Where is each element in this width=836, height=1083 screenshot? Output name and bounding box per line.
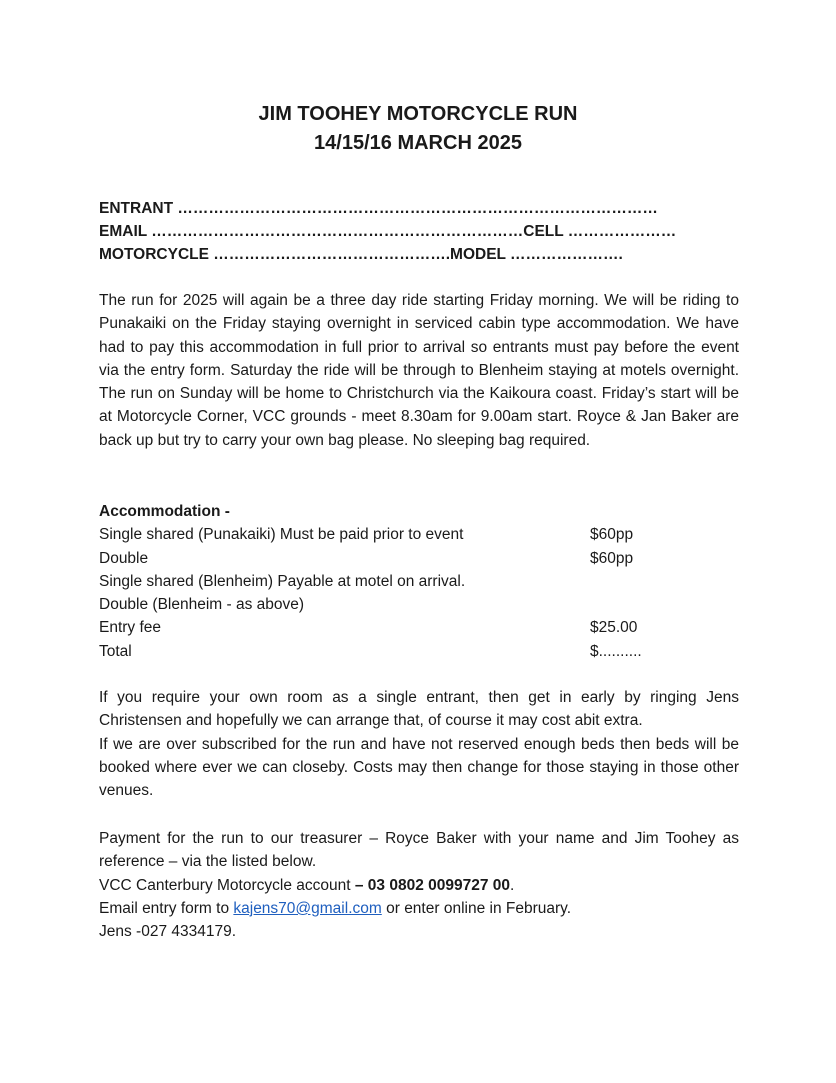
single-room-note: If you require your own room as a single entrant, then get in early by ringing Jens Christensen and hopefully we can arrange that, of course it may cost abit extra. [99, 689, 739, 730]
entry-fee-label: Entry fee [99, 619, 162, 637]
intro-paragraph: The run for 2025 will again be a three day ride starting Friday morning. We will be riding to Punakaiki on the Friday staying overnight in serviced cabin type accommodation. We have had to pay this accommodation in full prior to arrival so entrants must pay before the event via the entry form. Saturday the ride will be through to Blenheim staying at motels overnight. The run on Sunday will be home to Christchurch via the Kaikoura coast. Friday’s start will be at Motorcycle Corner, VCC grounds - meet 8.30am for 9.00am start. Royce & Jan Baker are back up but try to carry your own bag please. No sleeping bag required. [99, 292, 739, 449]
title-event-dates: 14/15/16 MARCH 2025 [314, 132, 522, 154]
payment-section [99, 827, 739, 943]
accommodation-row [99, 570, 739, 593]
notes-section [99, 686, 739, 802]
accommodation-heading: Accommodation - [99, 503, 230, 520]
email-suffix: or enter online in February. [381, 899, 572, 917]
total-amount-field: $.......... [590, 642, 642, 660]
contact-phone: Jens -027 4334179. [99, 923, 237, 941]
entry-fee-price: $25.00 [590, 619, 638, 637]
account-line [99, 874, 739, 897]
accommodation-row [99, 547, 739, 570]
entry-fee-row [99, 616, 739, 639]
accommodation-label: Single shared (Punakaiki) Must be paid prior to event [99, 526, 464, 544]
email-line [99, 897, 739, 920]
oversubscribed-note: If we are over subscribed for the run and have not reserved enough beds then beds will be booked where ever we can closeby. Costs may then change for those staying in those other venues. [99, 735, 739, 800]
accommodation-label: Single shared (Blenheim) Payable at motel on arrival. [99, 572, 466, 590]
entrant-field: ENTRANT ………………………………………………………………………………… [99, 200, 658, 217]
account-number: – 03 0802 0099727 00 [354, 876, 511, 894]
payment-instructions: Payment for the run to our treasurer – Royce Baker with your name and Jim Toohey as reference – via the listed below. [99, 830, 739, 871]
account-suffix: . [510, 876, 515, 894]
account-label: VCC Canterbury Motorcycle account [99, 876, 355, 894]
email-label: Email entry form to [99, 899, 234, 917]
motorcycle-model-field: MOTORCYCLE ……………………………………….MODEL …………………. [99, 246, 623, 263]
document-title [0, 100, 836, 158]
accommodation-label: Double [99, 549, 149, 567]
entry-form-fields [99, 197, 739, 266]
accommodation-label: Double (Blenheim - as above) [99, 596, 305, 614]
email-link[interactable]: kajens70@gmail.com [233, 899, 382, 917]
accommodation-row [99, 523, 739, 546]
title-event-name: JIM TOOHEY MOTORCYCLE RUN [258, 103, 578, 125]
total-label: Total [99, 642, 132, 660]
total-row [99, 640, 739, 663]
accommodation-price: $60pp [590, 549, 634, 567]
accommodation-row [99, 593, 739, 616]
accommodation-price: $60pp [590, 526, 634, 544]
email-cell-field: EMAIL ………………………………………………………………CELL ………………… [99, 223, 677, 240]
accommodation-section [99, 500, 739, 663]
